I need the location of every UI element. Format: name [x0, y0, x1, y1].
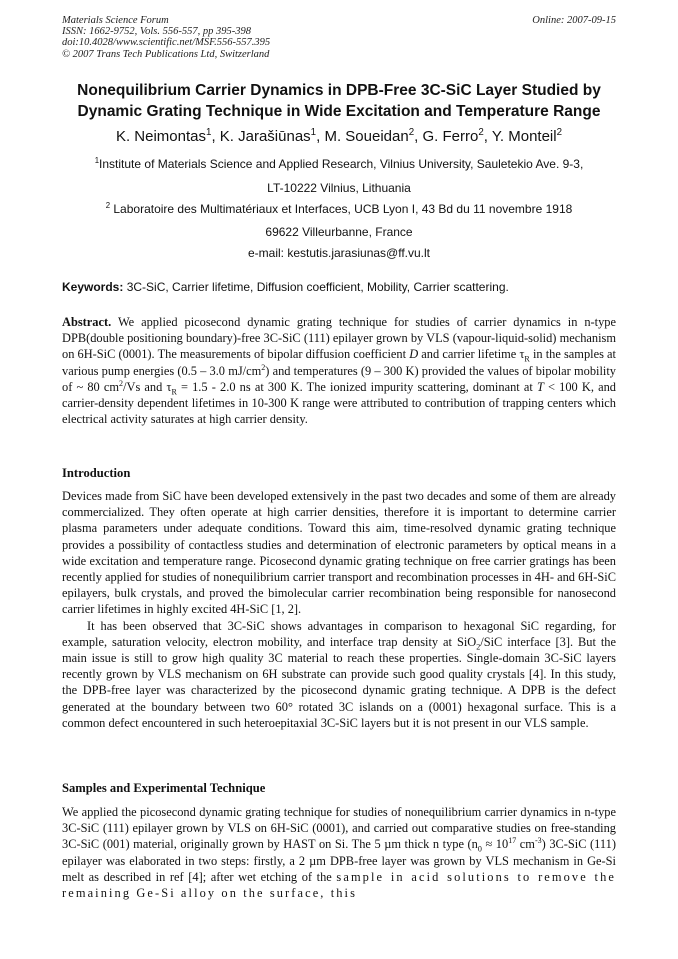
author-name: G. Ferro — [422, 128, 479, 145]
affiliation-mark: 2 — [105, 201, 111, 210]
affiliation-mark: 2 — [556, 127, 563, 138]
copyright-line: © 2007 Trans Tech Publications Ltd, Switzerland — [62, 48, 270, 60]
paper-title — [40, 80, 638, 122]
section-heading-samples: Samples and Experimental Technique — [62, 781, 266, 795]
affiliation-1-address: LT-10222 Vilnius, Lithuania — [267, 181, 411, 195]
keywords — [62, 279, 617, 295]
doi-line: doi:10.4028/www.scientific.net/MSF.556-557.395 — [62, 37, 271, 49]
abstract: Abstract. We applied picosecond dynamic grating technique for studies of carrier dynamics in n-type DPB(double positioning boundary)-free 3C-SiC (111) epilayer grown by VLS (vapour-liquid-solid) mechanism on 6H-SiC (0001). The measurements of bipolar diffusion coefficient D and carrier lifetime $\tau_R$ in the samples at various pump energies (0.5 – 3.0 $mJ/cm^2$) and temperatures (9 – 300 K) provided the values of bipolar mobility of ~ 80 $cm^2/Vs$ and $\tau_R = 1.5 - 2.0$ ns at 300 K. The ionized impurity scattering, dominant at T < 100 K, and carrier-density dependent lifetimes in 10-300 K range were attributed to contribution of trapping centers which electrical activity saturates at high carrier density. — [62, 315, 616, 427]
journal-name: Materials Science Forum — [62, 15, 169, 26]
author-name: K. Neimontas — [115, 128, 206, 145]
journal-header — [62, 15, 270, 60]
affiliation-mark: 1 — [94, 156, 100, 165]
contact-email: e-mail: kestutis.jarasiunas@ff.vu.lt — [247, 246, 431, 260]
abstract-label: Abstract. — [62, 315, 112, 329]
paragraph: It has been observed that 3C-SiC shows advantages in comparison to hexagonal SiC regarding, for example, saturation velocity, electron mobility, and interface trap density at SiO$_2$/SiC interface [3]. But the main issue is still to grow high quality 3C material to reach these properties. Single-domain 3C-SiC layers recently grown by VLS mechanism on 6H substrate can provide such good quality crystals [4]. In this study, the DPB-free layer was characterized by the picosecond dynamic grating technique. A DPB is the defect generated at the boundary between two 60° rotated 3C islands on a (0001) hexagonal surface. This is a common defect encountered in such heteroepitaxial 3C-SiC layers but it is not present in our VLS sample. — [62, 618, 616, 730]
author-name: K. Jarašiūnas — [219, 128, 311, 145]
section-heading-introduction: Introduction — [62, 466, 131, 480]
issn-line: ISSN: 1662-9752, Vols. 556-557, pp 395-398 — [62, 26, 251, 38]
author-name: M. Soueidan — [324, 128, 409, 145]
affiliation-2: $^2$ Laboratoire des Multimatériaux et Interfaces, UCB Lyon I, 43 Bd du 11 novembre 1918 — [105, 201, 573, 216]
online-date: Online: 2007-09-15 — [532, 15, 616, 26]
paragraph: We applied the picosecond dynamic grating technique for studies of nonequilibrium carrier dynamics in n-type 3C-SiC (111) epilayer grown by VLS on 6H-SiC (0001), and carried out comparative studies on free-standing 3C-SiC (001) material, originally grown by HAST on Si. The 5 µm thick n type ($n_0 \approx 10^{17}$ $cm^{-3}$) 3C-SiC (111) epilayer was elaborated in two steps: firstly, a 2 µm DPB-free layer was grown by VLS mechanism in Ge-Si melt as described in ref [4]; after wet etching of the sample in acid solutions to remove the remaining Ge-Si alloy on the surface, this — [62, 805, 616, 901]
affiliation-mark: 1 — [310, 127, 317, 138]
keywords-label: Keywords: — [62, 280, 124, 294]
title-line-1: Nonequilibrium Carrier Dynamics in DPB-Free 3C-SiC Layer Studied by — [77, 82, 601, 99]
title-line-2: Dynamic Grating Technique in Wide Excitation and Temperature Range — [77, 103, 601, 120]
affiliation-mark: 1 — [206, 127, 212, 138]
samples-text — [62, 804, 616, 901]
affiliation-2-address: 69622 Villeurbanne, France — [265, 225, 413, 239]
paragraph: Devices made from SiC have been developed extensively in the past two decades and some of them are already commercialized. They often operate at high carrier densities, therefore it is important to determine carrier plasma parameters under adequate conditions. Toward this aim, time-resolved dynamic grating technique provides a possibility of contactless studies and determination of electronic parameters by optical means in a wide excitation and temperature range. Picosecond dynamic grating technique on free carrier gratings has been recently applied for studies of nonequilibrium carrier transport and recombination processes in 4H- and 6H-SiC epilayers, bulk crystals, and proved the bimolecular carrier recombination being responsible for nanosecond carrier lifetimes in highly excited 4H-SiC [1, 2]. — [62, 489, 616, 617]
author-name: Y. Monteil — [491, 128, 557, 145]
author-list: K. Neimontas$^1$, K. Jarašiūnas$^1$, M. Soueidan$^2$, G. Ferro$^2$, Y. Monteil$^2$ — [115, 127, 563, 145]
keywords-text: 3C-SiC, Carrier lifetime, Diffusion coefficient, Mobility, Carrier scattering. — [126, 280, 509, 294]
introduction-text — [62, 488, 616, 731]
affiliation-mark: 2 — [478, 127, 484, 138]
affiliation-mark: 2 — [408, 127, 415, 138]
affiliation-1: $^1$Institute of Materials Science and Applied Research, Vilnius University, Sauletekio Ave. 9-3, — [94, 156, 584, 171]
